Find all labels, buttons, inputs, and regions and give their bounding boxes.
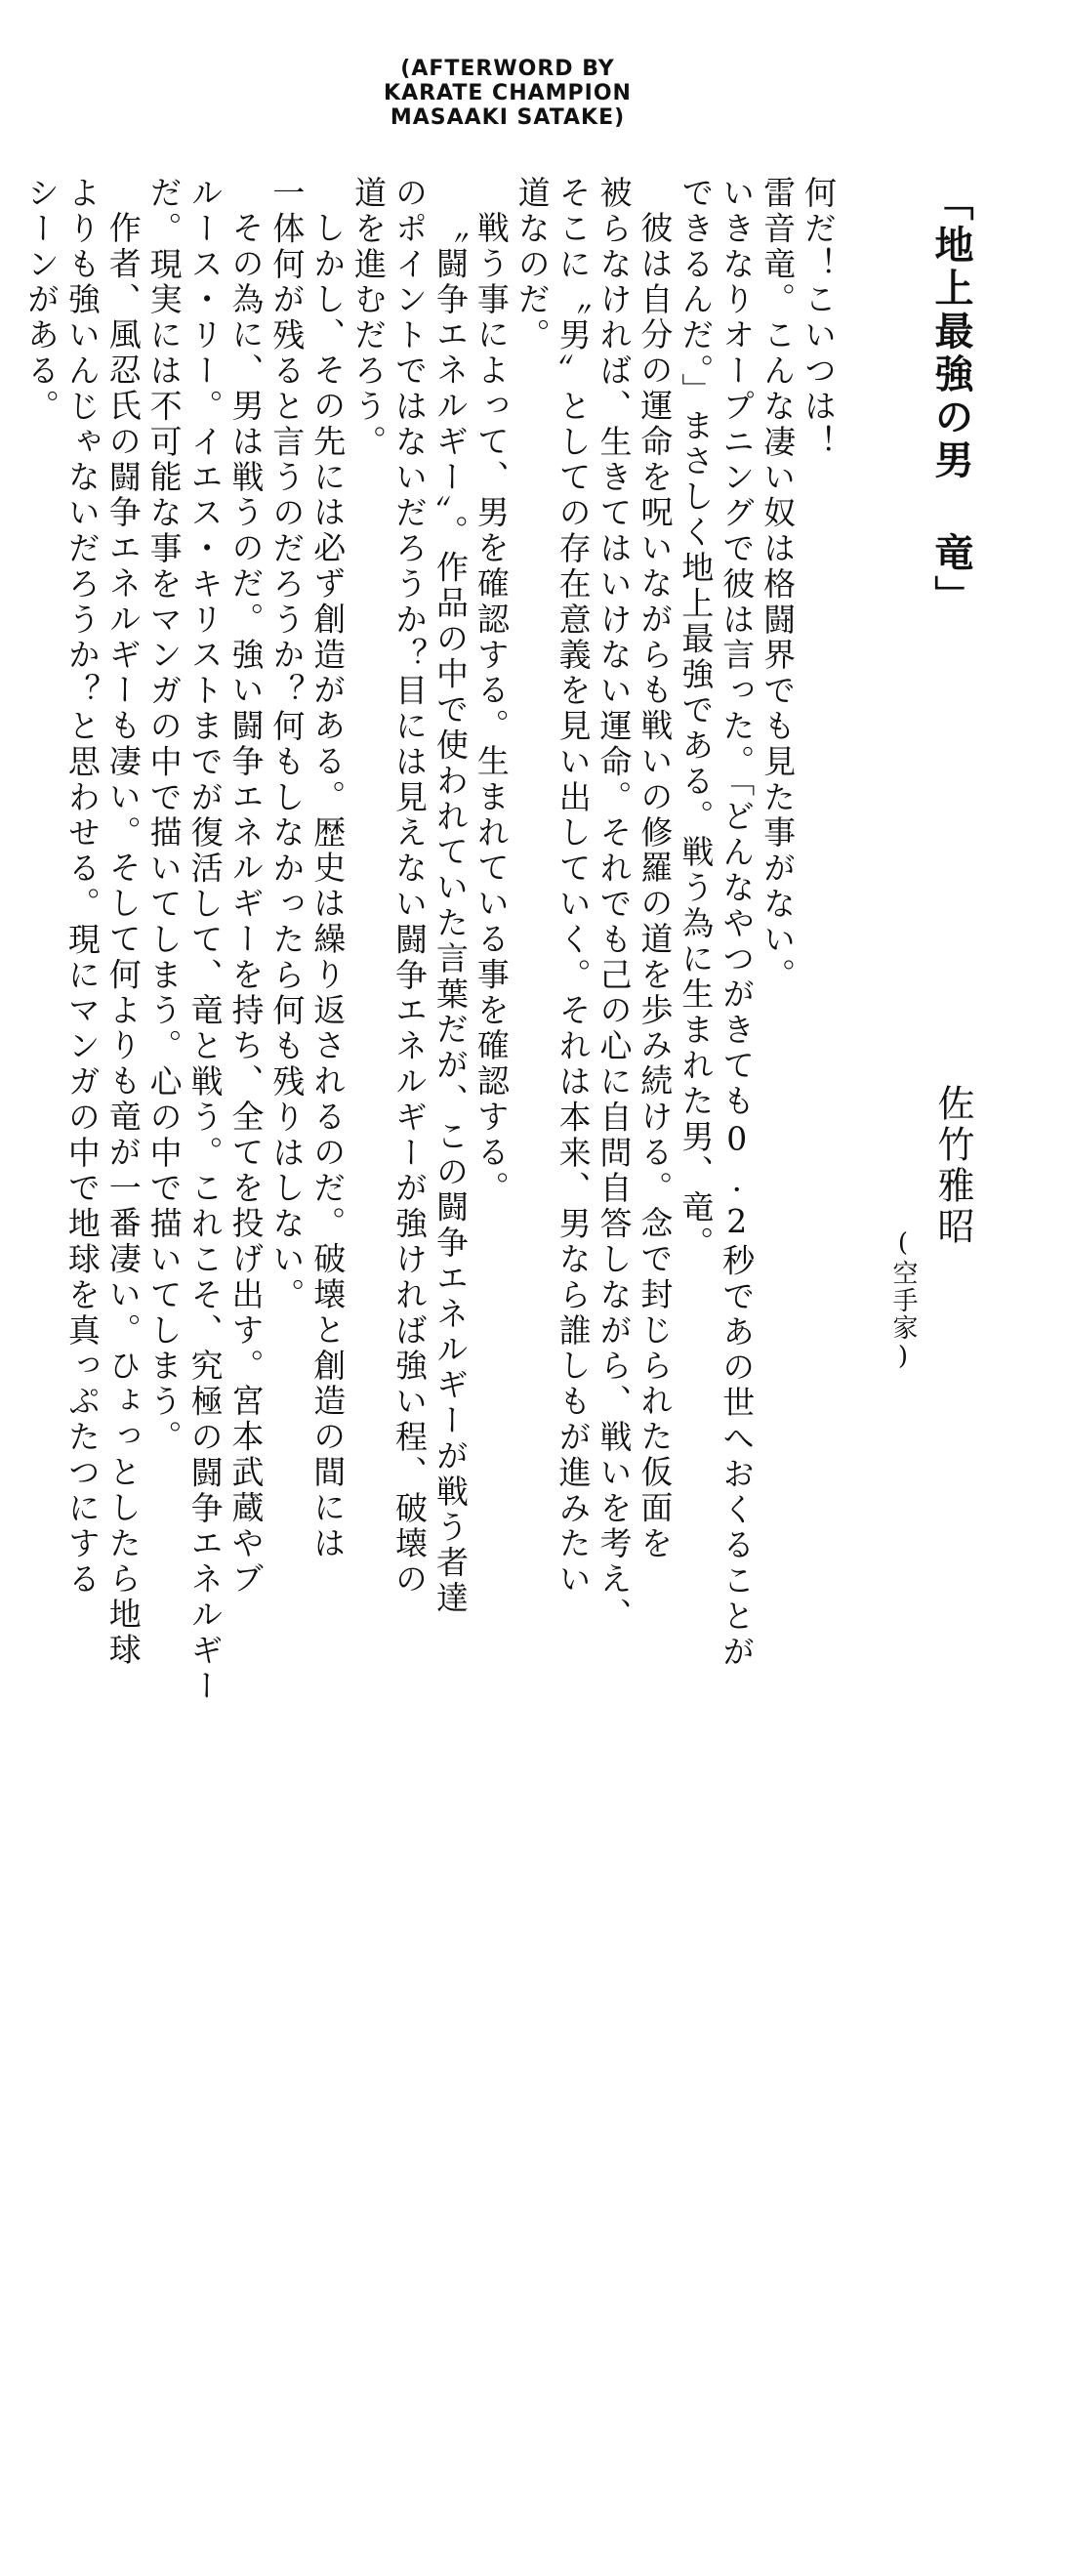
text-column: 道なのだ。	[513, 176, 552, 353]
author-role: (空手家)	[888, 1228, 918, 1373]
afterword-page	[20, 176, 1006, 1705]
translator-note	[0, 57, 1015, 130]
translator-note-line: MASAAKI SATAKE)	[390, 105, 626, 130]
translator-note-line: KARATE CHAMPION	[384, 81, 632, 105]
text-column: だ。現実には不可能な事をマンガの中で描いてしまう。心の中で描いてしまう。	[144, 176, 184, 1456]
text-column: シーンがある。	[22, 176, 61, 425]
text-column: 被らなければ、生きてはいけない運命。それでも己の心に自問自答しながら、戦いを考え、	[595, 176, 634, 1634]
text-column: よりも強いんじゃないだろうか？と思わせる。現にマンガの中で地球を真っぷたつにする	[62, 176, 102, 1598]
text-column: できるんだ。」まさしく地上最強である。戦う為に生まれた男、竜。	[677, 176, 716, 1262]
text-column: のポイントではないだろうか？目には見えない闘争エネルギーが強ければ強い程、破壊の	[390, 176, 430, 1598]
text-column: ルース・リー。イエス・キリストまでが復活して、竜と戦う。これこそ、究極の闘争エネルギー	[185, 176, 225, 1705]
text-column: 〝闘争エネルギー〟。作品の中で使われていた言葉だが、この闘争エネルギーが戦う者達	[431, 211, 470, 1617]
text-column: 作者、風忍氏の闘争エネルギーも凄い。そして何よりも竜が一番凄い。ひょっとしたら地球	[103, 211, 143, 1669]
text-column: しかし、その先には必ず創造がある。歴史は繰り返されるのだ。破壊と創造の間には	[308, 211, 348, 1562]
text-column: そこに〝男〟としての存在意義を見い出していく。それは本来、男なら誰しもが進みたい	[554, 176, 593, 1598]
text-column: 彼は自分の運命を呪いながらも戦いの修羅の道を歩み続ける。念で封じられた仮面を	[636, 211, 675, 1562]
text-column: その為に、男は戦うのだ。強い闘争エネルギーを持ち、全てを投げ出す。宮本武蔵やブ	[226, 211, 266, 1598]
text-column: 戦う事によって、男を確認する。生まれている事を確認する。	[472, 211, 511, 1207]
translator-note-line: (AFTERWORD BY	[400, 57, 615, 81]
text-column: 何だ！こいつは！	[800, 176, 838, 461]
text-column: 道を進むだろう。	[349, 176, 389, 461]
text-column: いきなりオープニングで彼は言った。「どんなやつがきても0.2秒であの世へおくることが	[718, 176, 757, 1671]
author-name: 佐竹雅昭	[931, 1084, 974, 1248]
text-column: 一体何が残ると言うのだろうか？何もしなかったら何も残りはしない。	[267, 176, 307, 1313]
page-title: 「地上最強の男 竜」	[928, 182, 974, 618]
text-column: 雷音竜。こんな凄い奴は格闘界でも見た事がない。	[759, 176, 798, 994]
